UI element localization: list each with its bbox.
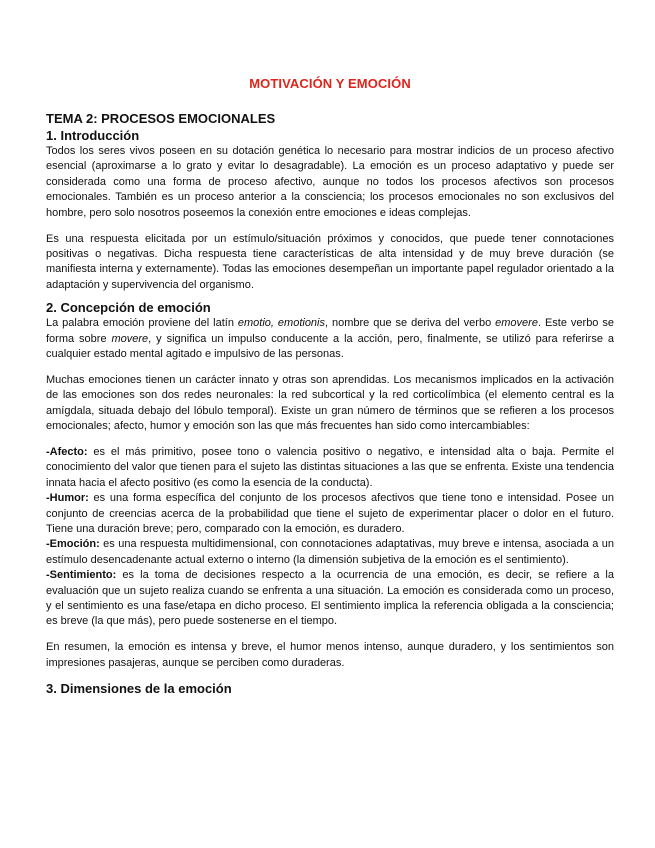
section-2-heading: 2. Concepción de emoción bbox=[46, 300, 211, 316]
document-title: MOTIVACIÓN Y EMOCIÓN bbox=[249, 76, 411, 91]
section-1-paragraph-2: Es una respuesta elicitada por un estímulo/situación próximos y conocidos, que puede tener connotaciones positivas o negativas. Dicha respuesta tiene características de alta intensidad y de muy breve duración (se manifiesta interna y externamente). Todas las emociones desempeñan un importante papel regulador orientado a la adaptación y supervivencia del organismo. bbox=[46, 232, 614, 291]
definition-sentimiento bbox=[46, 568, 614, 630]
section-3-heading: 3. Dimensiones de la emoción bbox=[46, 681, 232, 697]
definition-emocion bbox=[46, 537, 614, 568]
latin-term: emovere bbox=[495, 317, 538, 330]
topic-heading: TEMA 2: PROCESOS EMOCIONALES bbox=[46, 111, 276, 126]
section-2-paragraph-2: Muchas emociones tienen un carácter innato y otras son aprendidas. Los mecanismos implicados en la activación de las emociones son dos redes neuronales: la red subcortical y la red corticolímbica (el elemento central es la amígdala, situada debajo del lóbulo temporal). Existe un gran número de términos que se refieren a los procesos emocionales; afecto, humor y emoción son las que más frecuentes han sido como intercambiables: bbox=[46, 373, 614, 433]
definition-afecto bbox=[46, 445, 614, 491]
definition-term: -Emoción: bbox=[46, 538, 100, 551]
paragraph-text: . Este verbo se forma sobre bbox=[46, 317, 614, 345]
section-2-summary: En resumen, la emoción es intensa y breve, el humor menos intenso, aunque duradero, y los sentimientos son impresiones pasajeras, aunque se perciben como duraderas. bbox=[46, 641, 614, 669]
definition-humor bbox=[46, 491, 614, 537]
section-1-heading: 1. Introducción bbox=[46, 128, 140, 143]
definition-text: es el más primitivo, posee tono o valencia positivo o negativo, e intensidad alta o baja. Permite el conocimiento del valor que tienen para el sujeto las distintas situaciones a las que se enfrenta. Existe una tendencia innata hacia el afecto positivo (es como la esencia de la conducta). bbox=[46, 446, 614, 489]
definition-term: -Afecto: bbox=[46, 446, 88, 458]
section-1-paragraph-1: Todos los seres vivos poseen en su dotación genética lo necesario para mostrar indicios de un proceso afectivo esencial (aproximarse a lo grato y evitar lo desagradable). La emoción es un proceso adaptativo y puede ser considerada como una forma de proceso afectivo, aunque no todos los procesos afectivos son procesos emocionales. También es un proceso anterior a la consciencia; los procesos emocionales no son exclusivos del hombre, pero solo nosotros poseemos la conexión entre emociones e ideas complejas. bbox=[46, 145, 614, 219]
definition-text: es una respuesta multidimensional, con connotaciones adaptativas, muy breve e intensa, asociada a un estímulo desencadenante actual externo o interno (la dimensión subjetiva de la emoción es el sentimiento). bbox=[46, 538, 614, 566]
definition-term: -Sentimiento: bbox=[46, 569, 117, 582]
section-2-paragraph-1 bbox=[46, 316, 614, 362]
paragraph-text: La palabra emoción proviene del latín bbox=[46, 317, 238, 330]
paragraph-text: , nombre que se deriva del verbo bbox=[325, 317, 496, 330]
latin-term: movere bbox=[111, 332, 149, 345]
latin-term: emotio, emotionis bbox=[237, 317, 325, 330]
paragraph-text: , y significa un impulso conducente a la acción, pero, finalmente, se utilizó para referirse a cualquier estado mental agitado e impulsivo de las personas. bbox=[46, 332, 614, 360]
definition-term: -Humor: bbox=[46, 492, 89, 505]
definition-text: es una forma específica del conjunto de los procesos afectivos que tiene tono e intensidad. Posee un conjunto de creencias acerca de la probabilidad que tiene el sujeto de experimentar placer o dolor en el futuro. Tiene una duración breve; pero, comparado con la emoción, es duradero. bbox=[46, 492, 614, 536]
definition-text: es la toma de decisiones respecto a la ocurrencia de una emoción, es decir, se refiere a la evaluación que un sujeto realiza cuando se enfrenta a una situación. La emoción es considerada como un proceso, y el sentimiento es una fase/etapa en dicho proceso. El sentimiento implica la referencia obligada a la consciencia; es breve (la que más), pero puede sostenerse en el tiempo. bbox=[46, 569, 614, 628]
